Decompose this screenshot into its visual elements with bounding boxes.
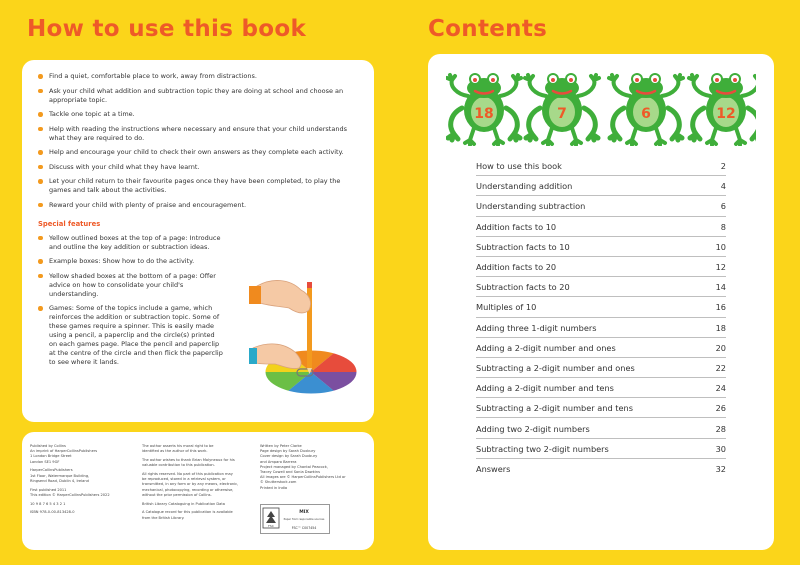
fsc-code-label: FSC™ C007454 xyxy=(291,526,317,530)
special-features-list xyxy=(38,234,223,368)
spinner-hand-illustration xyxy=(249,272,364,402)
list-item: Discuss with your child what they have learnt. xyxy=(38,163,360,172)
contents-entry-page: 30 xyxy=(715,443,726,454)
contents-row[interactable] xyxy=(476,418,726,438)
list-item: Reward your child with plenty of praise and encouragement. xyxy=(38,201,360,210)
list-item: Find a quiet, comfortable place to work, away from distractions. xyxy=(38,72,360,81)
contents-entry-title: Multiples of 10 xyxy=(476,302,537,313)
list-item: Tackle one topic at a time. xyxy=(38,110,360,119)
contents-row[interactable] xyxy=(476,338,726,358)
list-item: Ask your child what addition and subtraction topic they are doing at school and choose an appropriate topic. xyxy=(38,87,360,105)
contents-row[interactable] xyxy=(476,257,726,277)
contents-panel xyxy=(428,54,774,550)
contents-entry-title: Adding a 2-digit number and ones xyxy=(476,342,616,353)
contents-entry-title: Adding two 2-digit numbers xyxy=(476,423,590,434)
contents-entry-page: 4 xyxy=(720,181,726,192)
contents-row[interactable] xyxy=(476,196,726,216)
contents-entry-page: 32 xyxy=(715,464,726,475)
contents-entry-page: 20 xyxy=(715,342,726,353)
contents-row[interactable] xyxy=(476,459,726,479)
frogs-illustration xyxy=(446,68,756,146)
publisher-info-panel xyxy=(22,432,374,550)
contents-entry-page: 12 xyxy=(715,262,726,273)
contents-entry-page: 2 xyxy=(720,161,726,172)
list-item: Example boxes: Show how to do the activity. xyxy=(38,257,223,266)
frog-number: 12 xyxy=(716,106,736,122)
svg-text:FSC: FSC xyxy=(268,524,274,528)
bullet-icon xyxy=(38,74,43,79)
fsc-mix-label: MIX xyxy=(299,510,309,515)
bullet-icon xyxy=(38,259,43,264)
contents-entry-page: 18 xyxy=(715,322,726,333)
bullet-icon xyxy=(38,112,43,117)
contents-entry-page: 16 xyxy=(715,302,726,313)
bullet-icon xyxy=(38,203,43,208)
table-of-contents xyxy=(476,156,726,479)
list-item: Yellow outlined boxes at the top of a page: Introduce and outline the key addition or subtraction ideas. xyxy=(38,234,223,252)
bullet-icon xyxy=(38,274,43,279)
contents-entry-page: 8 xyxy=(720,221,726,232)
contents-row[interactable] xyxy=(476,176,726,196)
contents-entry-title: Subtraction facts to 10 xyxy=(476,241,570,252)
contents-row[interactable] xyxy=(476,297,726,317)
contents-entry-page: 24 xyxy=(715,383,726,394)
contents-title: Contents xyxy=(428,16,548,42)
bullet-icon xyxy=(38,150,43,155)
contents-entry-page: 6 xyxy=(720,201,726,212)
contents-entry-title: Answers xyxy=(476,464,511,475)
bullet-icon xyxy=(38,89,43,94)
bullet-icon xyxy=(38,165,43,170)
list-item: Let your child return to their favourite pages once they have been completed, to play the games and talk about the activities. xyxy=(38,177,360,195)
contents-row[interactable] xyxy=(476,358,726,378)
rights-column: The author asserts his moral right to be identified as the author of this work. The author wishes to thank Brian Molyneaux for his valuable contribution to this publication. All rights reserved. No part of this publication may be reproduced, stored in a retrieval system, or transmitted, in any form or by any means, electronic, mechanical, photocopying, recording or otherwise, without the prior permission of Collins. British Library Cataloguing in Publication Data A Catalogue record for this publication is available from the British Library. xyxy=(142,444,239,520)
contents-row[interactable] xyxy=(476,277,726,297)
contents-row[interactable] xyxy=(476,156,726,176)
contents-entry-title: Subtracting two 2-digit numbers xyxy=(476,443,609,454)
contents-entry-title: Adding three 1-digit numbers xyxy=(476,322,597,333)
contents-entry-title: Subtracting a 2-digit number and ones xyxy=(476,362,635,373)
bullet-icon xyxy=(38,306,43,311)
contents-entry-page: 14 xyxy=(715,282,726,293)
contents-entry-title: Understanding subtraction xyxy=(476,201,586,212)
contents-entry-title: Addition facts to 10 xyxy=(476,221,557,232)
how-to-use-panel xyxy=(22,60,374,422)
contents-entry-title: Addition facts to 20 xyxy=(476,262,557,273)
contents-row[interactable] xyxy=(476,217,726,237)
contents-row[interactable] xyxy=(476,439,726,459)
bullet-icon xyxy=(38,179,43,184)
credits-column: Written by Peter Clarke Page design by Sarah Duxbury Cover design by Sarah Duxbury and Amparo Barrera Project managed by Chantal Peacock, Tracey Cowell and Sonia Dawkins All images are © HarperCollinsPublishers Ltd or © Shutterstock.com Printed in India xyxy=(260,444,346,490)
special-features-heading: Special features xyxy=(38,219,101,228)
contents-row[interactable] xyxy=(476,378,726,398)
frog-number: 7 xyxy=(557,106,567,122)
list-item: Help with reading the instructions where necessary and ensure that your child understands what they are required to do. xyxy=(38,125,360,143)
bullet-icon xyxy=(38,127,43,132)
fsc-logo-icon xyxy=(260,504,330,534)
contents-entry-page: 26 xyxy=(715,403,726,414)
list-item: Games: Some of the topics include a game, which reinforces the addition or subtraction topic. Some of these games require a spinner. This is easily made using a pencil, a paperclip and the circle(s) printed on each games page. Place the pencil and paperclip at the centre of the circle and then flick the paperclip to see where it lands. xyxy=(38,304,223,367)
list-item: Help and encourage your child to check their own answers as they complete each activity. xyxy=(38,148,360,157)
list-item: Yellow shaded boxes at the bottom of a page: Offer advice on how to consolidate your child's understanding. xyxy=(38,272,223,299)
frog-number: 6 xyxy=(641,106,651,122)
contents-entry-title: Adding a 2-digit number and tens xyxy=(476,383,614,394)
bullet-icon xyxy=(38,236,43,241)
contents-entry-page: 22 xyxy=(715,362,726,373)
contents-row[interactable] xyxy=(476,398,726,418)
contents-entry-title: Subtracting a 2-digit number and tens xyxy=(476,403,633,414)
fsc-paper-label: Paper from responsible sources xyxy=(283,518,325,521)
publisher-column: Published by Collins An imprint of HarperCollinsPublishers 1 London Bridge Street London SE1 9GF HarperCollinsPublishers 1st Floor, Watermarque Building, Ringsend Road, Dublin 4, Ireland First published 2011 This edition © HarperCollinsPublishers 2022 10 9 8 7 6 5 4 3 2 1 ISBN 978-0-00-813428-0 xyxy=(30,444,110,515)
contents-row[interactable] xyxy=(476,237,726,257)
contents-entry-title: How to use this book xyxy=(476,161,562,172)
how-to-use-list xyxy=(38,72,360,210)
contents-row[interactable] xyxy=(476,318,726,338)
contents-entry-page: 10 xyxy=(715,241,726,252)
contents-entry-title: Understanding addition xyxy=(476,181,573,192)
contents-entry-page: 28 xyxy=(715,423,726,434)
contents-entry-title: Subtraction facts to 20 xyxy=(476,282,570,293)
how-to-use-title: How to use this book xyxy=(27,16,307,42)
frog-number: 18 xyxy=(474,106,494,122)
